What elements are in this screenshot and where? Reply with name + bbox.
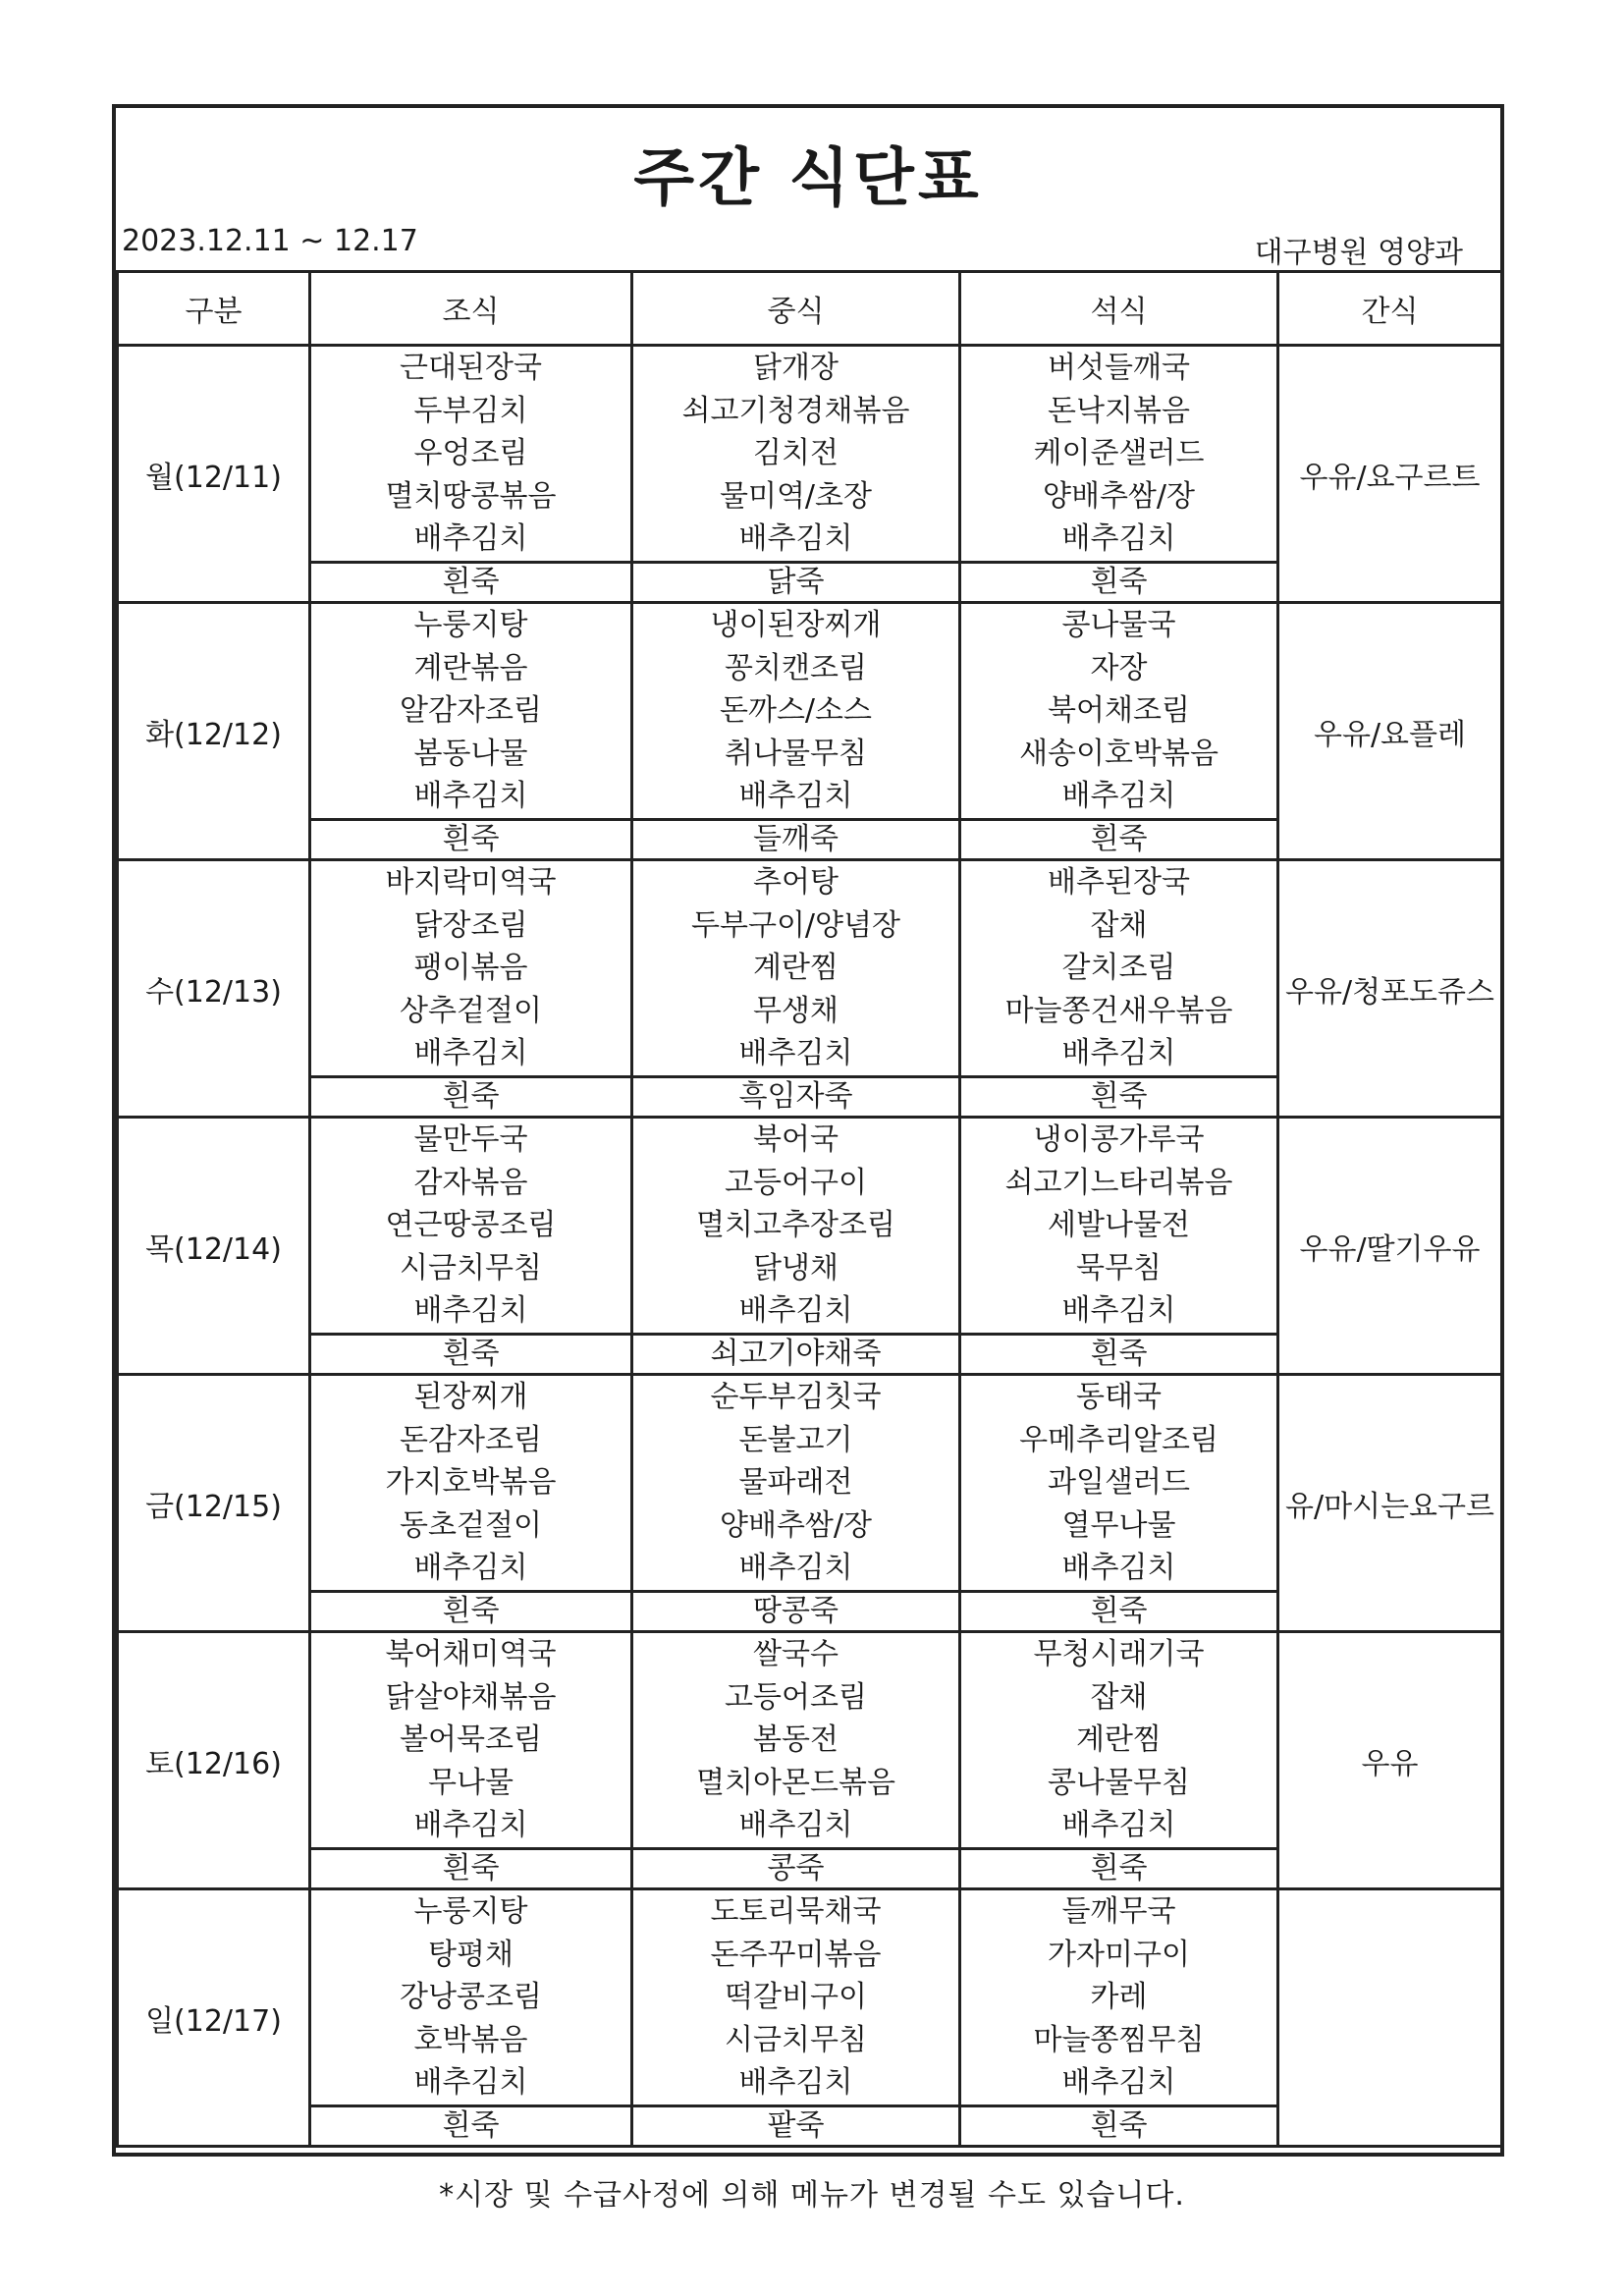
lunch-cell bbox=[632, 1889, 960, 2106]
menu-item: 과일샐러드 bbox=[1048, 1465, 1190, 1501]
menu-item: 된장찌개 bbox=[413, 1380, 528, 1415]
menu-item: 배추김치 bbox=[413, 521, 528, 557]
porridge-cell: 땅콩죽 bbox=[632, 1592, 960, 1632]
menu-item: 근대된장국 bbox=[400, 351, 542, 386]
menu-item: 돈감자조림 bbox=[400, 1422, 542, 1457]
menu-item: 가자미구이 bbox=[1048, 1937, 1190, 1972]
porridge-cell: 흰죽 bbox=[960, 1077, 1278, 1118]
menu-item: 닭냉채 bbox=[753, 1250, 839, 1285]
date-range: 2023.12.11 ~ 12.17 bbox=[122, 224, 418, 258]
menu-item: 북어국 bbox=[753, 1122, 839, 1158]
porridge-cell: 흰죽 bbox=[310, 2106, 632, 2147]
snack-cell: 우유/딸기우유 bbox=[1278, 1118, 1502, 1375]
menu-item: 바지락미역국 bbox=[385, 865, 557, 901]
menu-item: 묵무침 bbox=[1076, 1250, 1162, 1285]
day-row bbox=[118, 603, 1502, 820]
dinner-cell bbox=[960, 346, 1278, 563]
menu-item: 콩나물국 bbox=[1061, 608, 1176, 643]
snack-cell: 우유 bbox=[1278, 1632, 1502, 1889]
menu-item: 돈까스/소스 bbox=[719, 693, 872, 729]
menu-item: 무생채 bbox=[753, 993, 839, 1028]
menu-item: 닭개장 bbox=[753, 351, 839, 386]
menu-item: 연근땅콩조림 bbox=[385, 1208, 557, 1243]
menu-item: 고등어구이 bbox=[725, 1165, 867, 1200]
menu-item: 우엉조림 bbox=[413, 436, 528, 471]
porridge-cell: 쇠고기야채죽 bbox=[632, 1335, 960, 1375]
department-label: 대구병원 영양과 bbox=[1254, 236, 1463, 270]
menu-item: 멸치땅콩볶음 bbox=[385, 478, 557, 514]
porridge-cell: 흰죽 bbox=[960, 2106, 1278, 2147]
porridge-cell: 닭죽 bbox=[632, 563, 960, 603]
menu-item: 누룽지탕 bbox=[413, 608, 528, 643]
menu-item: 배추김치 bbox=[413, 779, 528, 814]
menu-item: 배추김치 bbox=[1061, 1808, 1176, 1843]
lunch-cell bbox=[632, 1632, 960, 1849]
menu-item: 동초겉절이 bbox=[400, 1507, 542, 1543]
menu-item: 물파래전 bbox=[738, 1465, 853, 1501]
menu-item: 배추김치 bbox=[1061, 779, 1176, 814]
day-label: 화(12/12) bbox=[118, 603, 310, 860]
menu-item: 멸치아몬드볶음 bbox=[696, 1765, 895, 1800]
dinner-cell bbox=[960, 860, 1278, 1077]
menu-item: 배추김치 bbox=[413, 1293, 528, 1329]
menu-item: 강낭콩조림 bbox=[400, 1980, 542, 2015]
dinner-cell bbox=[960, 1118, 1278, 1335]
menu-item: 냉이콩가루국 bbox=[1033, 1122, 1205, 1158]
menu-item: 팽이볶음 bbox=[413, 951, 528, 986]
menu-item: 봄동나물 bbox=[413, 736, 528, 771]
lunch-cell bbox=[632, 1118, 960, 1335]
day-row bbox=[118, 1375, 1502, 1592]
header-dinner: 석식 bbox=[960, 272, 1278, 346]
snack-cell: 우유/청포도쥬스 bbox=[1278, 860, 1502, 1118]
menu-item: 잡채 bbox=[1090, 907, 1148, 943]
menu-item: 양배추쌈/장 bbox=[719, 1507, 872, 1543]
day-label: 토(12/16) bbox=[118, 1632, 310, 1889]
menu-item: 쇠고기청경채볶음 bbox=[681, 393, 910, 428]
day-label: 목(12/14) bbox=[118, 1118, 310, 1375]
lunch-cell bbox=[632, 860, 960, 1077]
header-lunch: 중식 bbox=[632, 272, 960, 346]
menu-item: 들깨무국 bbox=[1061, 1894, 1176, 1930]
porridge-cell: 흰죽 bbox=[310, 563, 632, 603]
breakfast-cell bbox=[310, 860, 632, 1077]
breakfast-cell bbox=[310, 603, 632, 820]
menu-item: 시금치무침 bbox=[400, 1250, 542, 1285]
header-category: 구분 bbox=[118, 272, 310, 346]
menu-item: 배추김치 bbox=[738, 2065, 853, 2101]
menu-item: 배추김치 bbox=[1061, 2065, 1176, 2101]
menu-item: 배추김치 bbox=[1061, 1293, 1176, 1329]
menu-item: 두부김치 bbox=[413, 393, 528, 428]
breakfast-cell bbox=[310, 1375, 632, 1592]
porridge-cell: 흰죽 bbox=[310, 1849, 632, 1889]
dinner-cell bbox=[960, 1375, 1278, 1592]
menu-item: 배추김치 bbox=[738, 1293, 853, 1329]
day-row bbox=[118, 1118, 1502, 1335]
menu-item: 호박볶음 bbox=[413, 2022, 528, 2057]
porridge-cell: 들깨죽 bbox=[632, 820, 960, 860]
porridge-cell: 흰죽 bbox=[310, 1335, 632, 1375]
porridge-cell: 흰죽 bbox=[960, 1335, 1278, 1375]
menu-body bbox=[118, 346, 1502, 2147]
menu-item: 도토리묵채국 bbox=[710, 1894, 882, 1930]
menu-item: 계란찜 bbox=[753, 951, 839, 986]
menu-item: 계란볶음 bbox=[413, 650, 528, 685]
menu-item: 닭살야채볶음 bbox=[385, 1679, 557, 1715]
menu-item: 새송이호박볶음 bbox=[1019, 736, 1218, 771]
menu-item: 마늘쫑찜무침 bbox=[1033, 2022, 1205, 2057]
day-row bbox=[118, 1889, 1502, 2106]
menu-item: 시금치무침 bbox=[725, 2022, 867, 2057]
porridge-cell: 콩죽 bbox=[632, 1849, 960, 1889]
menu-item: 순두부김칫국 bbox=[710, 1380, 882, 1415]
menu-item: 배추김치 bbox=[738, 1808, 853, 1843]
porridge-cell: 흰죽 bbox=[960, 1592, 1278, 1632]
menu-item: 김치전 bbox=[753, 436, 839, 471]
menu-item: 양배추쌈/장 bbox=[1042, 478, 1195, 514]
day-label: 월(12/11) bbox=[118, 346, 310, 603]
menu-item: 누룽지탕 bbox=[413, 1894, 528, 1930]
menu-item: 상추겉절이 bbox=[400, 993, 542, 1028]
breakfast-cell bbox=[310, 1632, 632, 1849]
menu-item: 마늘쫑건새우볶음 bbox=[1004, 993, 1233, 1028]
menu-item: 배추김치 bbox=[1061, 521, 1176, 557]
breakfast-cell bbox=[310, 1118, 632, 1335]
menu-item: 우메추리알조림 bbox=[1019, 1422, 1218, 1457]
porridge-cell: 흰죽 bbox=[960, 1849, 1278, 1889]
menu-item: 알감자조림 bbox=[400, 693, 542, 729]
porridge-cell: 흰죽 bbox=[960, 563, 1278, 603]
menu-item: 냉이된장찌개 bbox=[710, 608, 882, 643]
snack-cell bbox=[1278, 1889, 1502, 2147]
menu-item: 카레 bbox=[1090, 1980, 1148, 2015]
menu-item: 배추김치 bbox=[413, 1036, 528, 1071]
menu-sheet bbox=[112, 104, 1504, 2157]
menu-item: 배추김치 bbox=[738, 779, 853, 814]
menu-item: 배추김치 bbox=[1061, 1036, 1176, 1071]
menu-item: 취나물무침 bbox=[725, 736, 867, 771]
menu-item: 탕평채 bbox=[428, 1937, 514, 1972]
menu-item: 돈낙지볶음 bbox=[1048, 393, 1190, 428]
menu-item: 돈불고기 bbox=[738, 1422, 853, 1457]
day-label: 금(12/15) bbox=[118, 1375, 310, 1632]
lunch-cell bbox=[632, 603, 960, 820]
menu-item: 추어탕 bbox=[753, 865, 839, 901]
menu-item: 배추김치 bbox=[738, 521, 853, 557]
menu-item: 배추김치 bbox=[1061, 1551, 1176, 1586]
page-title: 주간 식단표 bbox=[633, 142, 983, 215]
menu-item: 갈치조림 bbox=[1061, 951, 1176, 986]
menu-item: 잡채 bbox=[1090, 1679, 1148, 1715]
header-row bbox=[118, 272, 1502, 346]
menu-item: 배추김치 bbox=[413, 1551, 528, 1586]
menu-item: 돈주꾸미볶음 bbox=[710, 1937, 882, 1972]
dinner-cell bbox=[960, 1889, 1278, 2106]
footnote: *시장 및 수급사정에 의해 메뉴가 변경될 수도 있습니다. bbox=[439, 2178, 1185, 2213]
menu-item: 동태국 bbox=[1076, 1380, 1162, 1415]
dinner-cell bbox=[960, 603, 1278, 820]
menu-item: 계란찜 bbox=[1076, 1722, 1162, 1758]
day-row bbox=[118, 1632, 1502, 1849]
menu-item: 북어채조림 bbox=[1048, 693, 1190, 729]
menu-item: 쇠고기느타리볶음 bbox=[1004, 1165, 1233, 1200]
menu-item: 배추된장국 bbox=[1048, 865, 1190, 901]
menu-item: 고등어조림 bbox=[725, 1679, 867, 1715]
porridge-cell: 흰죽 bbox=[310, 1592, 632, 1632]
menu-item: 물미역/초장 bbox=[719, 478, 872, 514]
porridge-cell: 흰죽 bbox=[960, 820, 1278, 860]
menu-item: 세발나물전 bbox=[1048, 1208, 1190, 1243]
breakfast-cell bbox=[310, 1889, 632, 2106]
menu-item: 닭장조림 bbox=[413, 907, 528, 943]
snack-cell: 우유/요구르트 bbox=[1278, 346, 1502, 603]
breakfast-cell bbox=[310, 346, 632, 563]
menu-item: 꽁치캔조림 bbox=[725, 650, 867, 685]
porridge-cell: 흑임자죽 bbox=[632, 1077, 960, 1118]
snack-cell: 우유/요플레 bbox=[1278, 603, 1502, 860]
header-breakfast: 조식 bbox=[310, 272, 632, 346]
lunch-cell bbox=[632, 1375, 960, 1592]
menu-item: 가지호박볶음 bbox=[385, 1465, 557, 1501]
menu-item: 볼어묵조림 bbox=[400, 1722, 542, 1758]
menu-item: 북어채미역국 bbox=[385, 1637, 557, 1672]
menu-item: 배추김치 bbox=[413, 1808, 528, 1843]
day-row bbox=[118, 860, 1502, 1077]
lunch-cell bbox=[632, 346, 960, 563]
menu-item: 콩나물무침 bbox=[1048, 1765, 1190, 1800]
menu-item: 물만두국 bbox=[413, 1122, 528, 1158]
menu-item: 열무나물 bbox=[1061, 1507, 1176, 1543]
menu-item: 배추김치 bbox=[738, 1036, 853, 1071]
porridge-cell: 팥죽 bbox=[632, 2106, 960, 2147]
porridge-cell: 흰죽 bbox=[310, 820, 632, 860]
menu-item: 케이준샐러드 bbox=[1033, 436, 1205, 471]
menu-item: 자장 bbox=[1090, 650, 1148, 685]
menu-item: 배추김치 bbox=[738, 1551, 853, 1586]
snack-cell: 유/마시는요구르 bbox=[1278, 1375, 1502, 1632]
menu-item: 버섯들깨국 bbox=[1048, 351, 1190, 386]
menu-item: 무나물 bbox=[428, 1765, 514, 1800]
menu-item: 멸치고추장조림 bbox=[696, 1208, 895, 1243]
menu-item: 감자볶음 bbox=[413, 1165, 528, 1200]
day-row bbox=[118, 346, 1502, 563]
menu-item: 배추김치 bbox=[413, 2065, 528, 2101]
menu-item: 두부구이/양념장 bbox=[691, 907, 900, 943]
header-snack: 간식 bbox=[1278, 272, 1502, 346]
dinner-cell bbox=[960, 1632, 1278, 1849]
day-label: 수(12/13) bbox=[118, 860, 310, 1118]
weekly-menu-table bbox=[116, 270, 1503, 2148]
day-label: 일(12/17) bbox=[118, 1889, 310, 2147]
menu-item: 무청시래기국 bbox=[1033, 1637, 1205, 1672]
menu-item: 봄동전 bbox=[753, 1722, 839, 1758]
menu-item: 쌀국수 bbox=[753, 1637, 839, 1672]
porridge-cell: 흰죽 bbox=[310, 1077, 632, 1118]
menu-item: 떡갈비구이 bbox=[725, 1980, 867, 2015]
